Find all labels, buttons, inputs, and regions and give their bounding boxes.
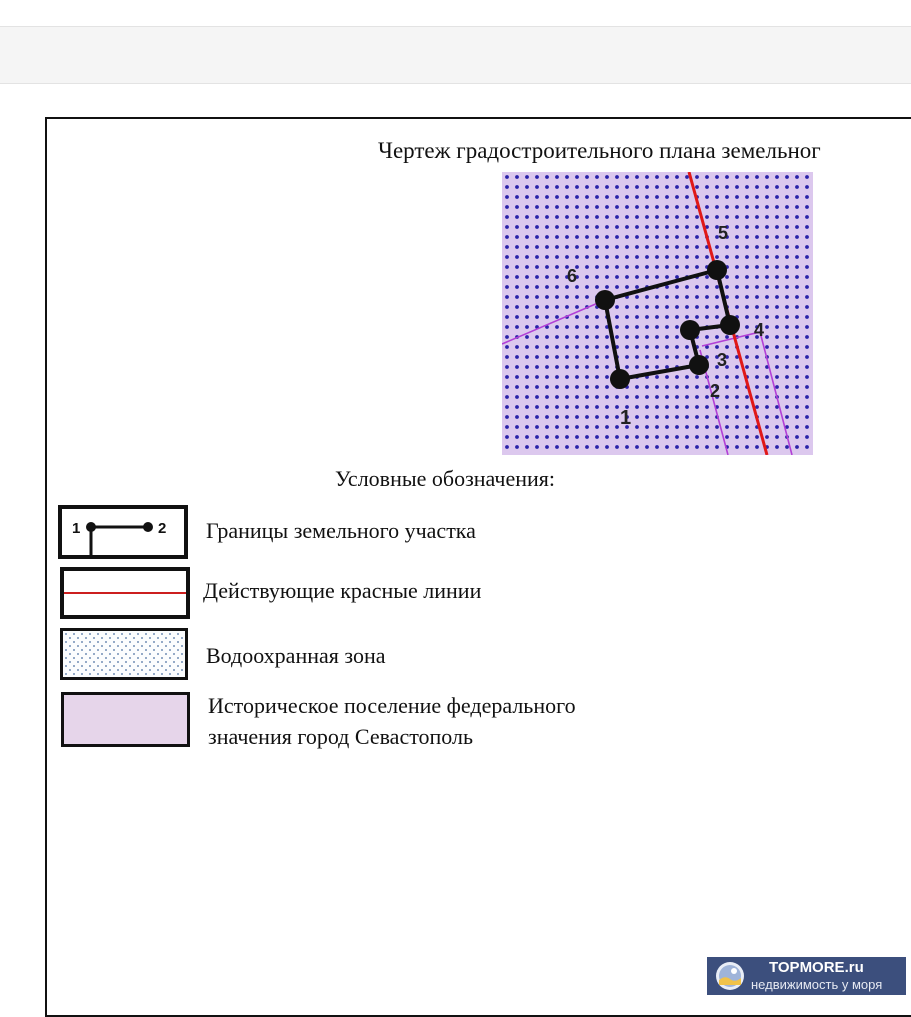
legend-sample-label-1: 1 <box>72 520 81 537</box>
vertex-4 <box>720 315 740 335</box>
vertex-6 <box>595 290 615 310</box>
legend-sample-boundary <box>58 505 188 559</box>
vertex-3 <box>680 320 700 340</box>
legend-label-boundary: Границы земельного участка <box>206 518 476 543</box>
vertex-5 <box>707 260 727 280</box>
plan-map <box>502 172 813 455</box>
vertex-2 <box>689 355 709 375</box>
vertex-label-3: 3 <box>717 350 728 370</box>
legend-heading: Условные обозначения: <box>335 466 556 491</box>
legend-sample-label-2: 2 <box>158 520 167 537</box>
legend-sample-historic-settlement <box>61 692 190 747</box>
legend-label-historic-line2: значения город Севастополь <box>208 724 474 749</box>
vertex-label-4: 4 <box>754 320 765 340</box>
document-title: Чертеж градостроительного плана земельног <box>378 138 821 163</box>
topmore-logo-icon <box>715 961 745 991</box>
vertex-1 <box>610 369 630 389</box>
vertex-label-1: 1 <box>620 407 632 429</box>
water-protection-dots <box>502 172 813 455</box>
vertex-label-5: 5 <box>718 223 729 243</box>
browser-toolbar <box>0 26 911 84</box>
vertex-label-6: 6 <box>567 266 578 286</box>
vertex-label-2: 2 <box>710 381 721 401</box>
browser-top-strip <box>0 0 911 26</box>
legend-label-red-lines: Действующие красные линии <box>203 578 482 603</box>
legend-sample-red-line <box>60 567 190 619</box>
topmore-watermark[interactable] <box>707 957 906 995</box>
watermark-brand: TOPMORE.ru <box>769 959 864 976</box>
legend-label-historic-line1: Историческое поселение федерального <box>208 693 576 718</box>
watermark-tagline: недвижимость у моря <box>751 977 883 992</box>
legend-sample-water-zone <box>60 628 188 680</box>
legend-label-water-zone: Водоохранная зона <box>206 643 386 668</box>
